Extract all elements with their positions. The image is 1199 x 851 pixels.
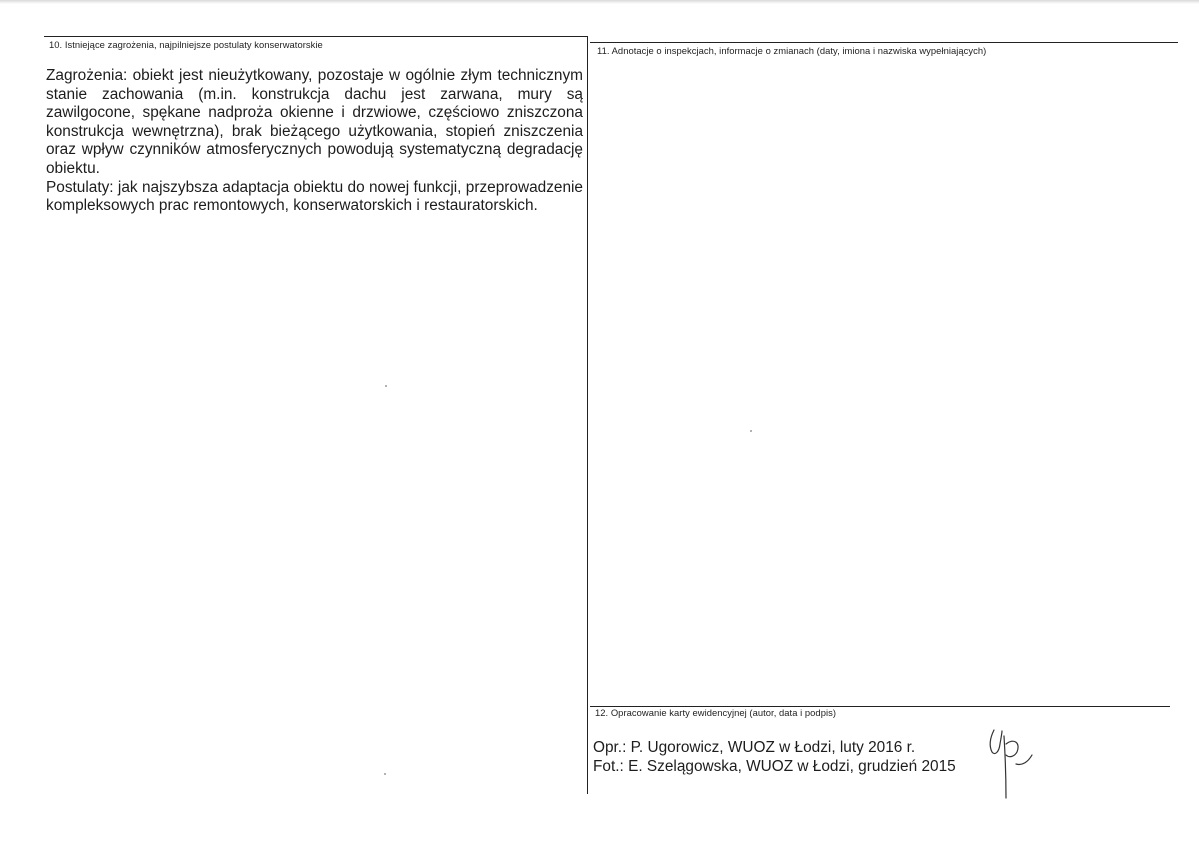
section12-label: 12. Opracowanie karty ewidencyjnej (autor, data i podpis) xyxy=(595,707,837,718)
section11-top-rule xyxy=(590,42,1178,43)
postulates-paragraph: Postulaty: jak najszybsza adaptacja obiektu do nowej funkcji, przeprowadzenie kompleksowych prac remontowych, konserwatorskich i restauratorskich. xyxy=(46,178,583,215)
section10-label: 10. Istniejące zagrożenia, najpilniejsze postulaty konserwatorskie xyxy=(49,39,323,50)
photos-by-line: Fot.: E. Szelągowska, WUOZ w Łodzi, grudzień 2015 xyxy=(593,758,956,775)
section12-credits xyxy=(593,738,956,776)
section10-content xyxy=(46,67,583,216)
scan-speck xyxy=(385,385,387,387)
threats-paragraph: Zagrożenia: obiekt jest nieużytkowany, pozostaje w ogólnie złym technicznym stanie zachowania (m.in. konstrukcja dachu jest zarwana, mury są zawilgocone, spękane nadproża okienne i drzwiowe, częściowo zniszczona konstrukcja wewnętrzna), brak bieżącego użytkowania, stopień zniszczenia oraz wpływ czynników atmosferycznych powodują systematyczną degradację obiektu. xyxy=(46,67,583,177)
scan-speck xyxy=(750,430,752,432)
column-divider xyxy=(587,36,588,794)
section10-top-rule xyxy=(44,36,588,37)
scan-speck xyxy=(384,773,386,775)
section11-label: 11. Adnotacje o inspekcjach, informacje o zmianach (daty, imiona i nazwiska wypełniających) xyxy=(597,45,987,56)
scan-edge-shadow xyxy=(0,0,1199,4)
prepared-by-line: Opr.: P. Ugorowicz, WUOZ w Łodzi, luty 2016 r. xyxy=(593,739,916,756)
handwritten-signature xyxy=(985,722,1035,800)
